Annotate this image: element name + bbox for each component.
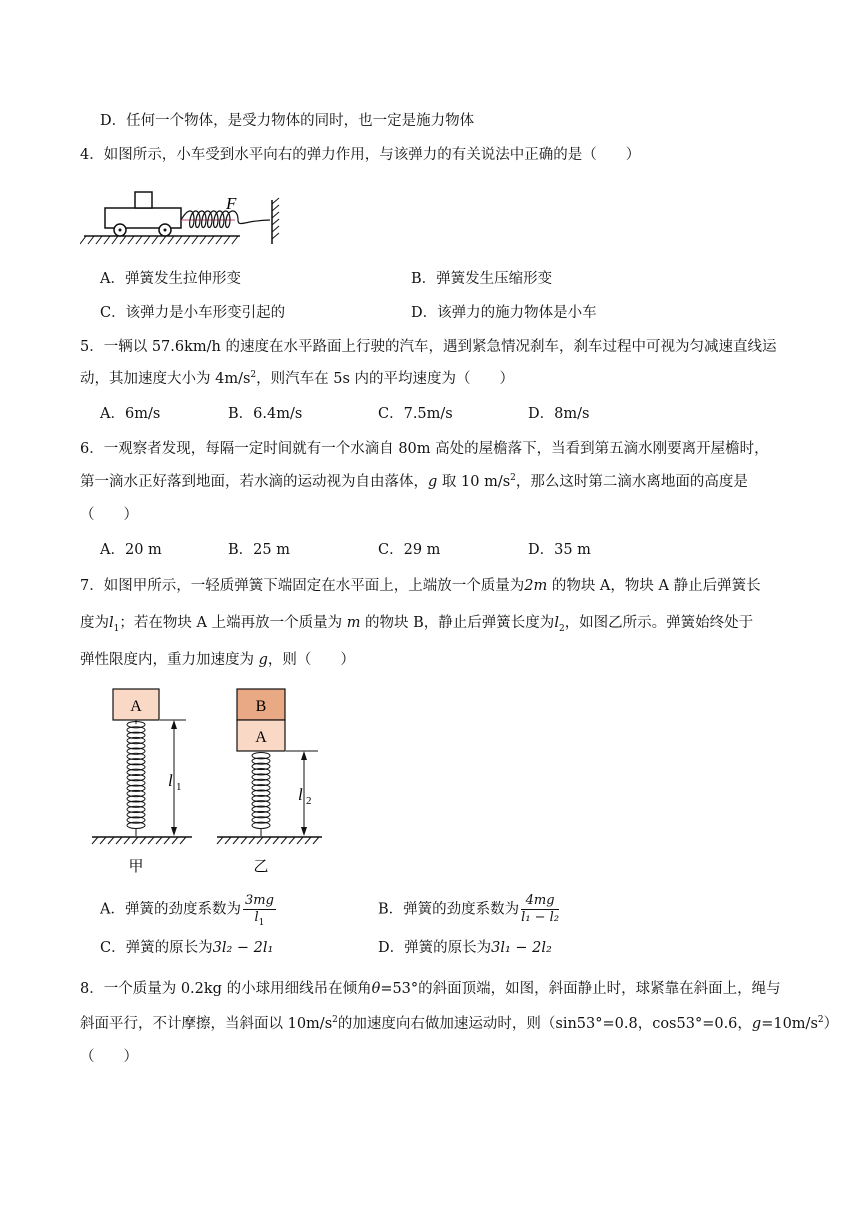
q4-option-c: C．该弹力是小车形变引起的 xyxy=(100,305,286,321)
ground-hatch xyxy=(281,837,287,844)
ground-hatch xyxy=(257,837,263,844)
q7-option-d: D．弹簧的原长为3l₁ − 2l₂ xyxy=(378,940,552,956)
q4-figure-cart-spring xyxy=(80,178,295,250)
q6-stem-line2: 第一滴水正好落到地面，若水滴的运动视为自由落体，g 取 10 $m/s^2$，那么这时第二滴水离地面的高度是 xyxy=(80,473,748,490)
ground-hatch xyxy=(233,837,239,844)
q5-option-d: D．8m/s xyxy=(528,406,590,422)
fig-block-a-right: A xyxy=(255,729,267,746)
q7-stem-line3: 弹性限度内，重力加速度为 g，则（ ） xyxy=(80,652,355,668)
q7-option-c: C．弹簧的原长为3l₂ − 2l₁ xyxy=(100,940,274,956)
q4-option-b: B．弹簧发生压缩形变 xyxy=(411,271,553,287)
q5-option-b: B．6.4m/s xyxy=(228,406,303,422)
q5-option-a: A．6m/s xyxy=(100,406,161,422)
ground-hatch xyxy=(116,837,122,844)
q6-stem-line3: （ ） xyxy=(80,507,138,523)
ground-hatch xyxy=(92,837,98,844)
q3-option-d: D．任何一个物体，是受力物体的同时，也一定是施力物体 xyxy=(100,113,475,129)
q5-stem-line2: 动，其加速度大小为 $4m/s^2$，则汽车在 5s 内的平均速度为（ ） xyxy=(80,370,515,387)
ground-hatch xyxy=(140,837,146,844)
q7-stem-line1: 7．如图甲所示，一轻质弹簧下端固定在水平面上，上端放一个质量为2m 的物块 A，物块 A 静止后弹簧长 xyxy=(80,578,761,594)
ground-hatch xyxy=(164,837,170,844)
fig-block-b-right: B xyxy=(255,698,267,715)
fig-caption-left: 甲 xyxy=(128,859,144,875)
fig-block-a-left: A xyxy=(130,698,142,715)
fig-label-l1-sub: 1 xyxy=(176,781,182,793)
fig-label-l1: l xyxy=(168,771,173,790)
ground-hatch xyxy=(217,837,223,844)
q7-figure-springs xyxy=(82,682,332,882)
q6-option-a: A．20 m xyxy=(100,542,162,558)
q4-force-label: F xyxy=(226,194,237,213)
q4-stem: 4．如图所示，小车受到水平向右的弹力作用，与该弹力的有关说法中正确的是（ ） xyxy=(80,147,641,163)
q8-stem-line1: 8．一个质量为 0.2kg 的小球用细线吊在倾角θ=53°的斜面顶端，如图，斜面静止时，球紧靠在斜面上，绳与 xyxy=(80,981,781,997)
fig-caption-right: 乙 xyxy=(253,859,269,875)
q6-stem-line1: 6．一观察者发现，每隔一定时间就有一个水滴自 80m 高处的屋檐落下，当看到第五滴水刚要离开屋檐时， xyxy=(80,441,769,457)
ground-hatch xyxy=(273,837,279,844)
q6-option-c: C．29 m xyxy=(378,542,441,558)
ground-hatch xyxy=(313,837,319,844)
ground-hatch xyxy=(156,837,162,844)
q5-stem-line1: 5．一辆以 57.6km/h 的速度在水平路面上行驶的汽车，遇到紧急情况刹车，刹车过程中可视为匀减速直线运 xyxy=(80,339,777,355)
q6-option-d: D．35 m xyxy=(528,542,591,558)
ground-hatch xyxy=(241,837,247,844)
ground-hatch xyxy=(297,837,303,844)
q4-option-d: D．该弹力的施力物体是小车 xyxy=(411,305,597,321)
q8-stem-line3: （ ） xyxy=(80,1049,138,1065)
ground-hatch xyxy=(249,837,255,844)
q8-stem-line2: 斜面平行，不计摩擦，当斜面以 $10m/s^2$的加速度向右做加速运动时，则（sin53°=0.8，cos53°=0.6，$g=10m/s^2$） xyxy=(80,1015,839,1032)
ground-hatch xyxy=(108,837,114,844)
ground-hatch xyxy=(305,837,311,844)
ground-hatch xyxy=(265,837,271,844)
q6-option-b: B．25 m xyxy=(228,542,290,558)
q7-option-b: B．弹簧的劲度系数为 $\frac{4mg}{\text{l₁ − l₂}}$ xyxy=(378,893,560,925)
ground-hatch xyxy=(289,837,295,844)
ground-hatch xyxy=(132,837,138,844)
fig-label-l2-sub: 2 xyxy=(306,795,312,807)
fig-label-l2: l xyxy=(298,785,303,804)
ground-hatch xyxy=(124,837,130,844)
q5-option-c: C．7.5m/s xyxy=(378,406,453,422)
q4-option-a: A．弹簧发生拉伸形变 xyxy=(100,271,241,287)
q7-stem-line2: 度为$l_1$；若在物块 A 上端再放一个质量为 m 的物块 B，静止后弹簧长度为$l_2$，如图乙所示。弹簧始终处于 xyxy=(80,615,754,634)
ground-hatch xyxy=(225,837,231,844)
q7-option-a: A．弹簧的劲度系数为 $\frac{3mg}{l_1}$ xyxy=(100,893,274,928)
ground-hatch xyxy=(148,837,154,844)
ground-hatch xyxy=(180,837,186,844)
ground-hatch xyxy=(172,837,178,844)
ground-hatch xyxy=(100,837,106,844)
